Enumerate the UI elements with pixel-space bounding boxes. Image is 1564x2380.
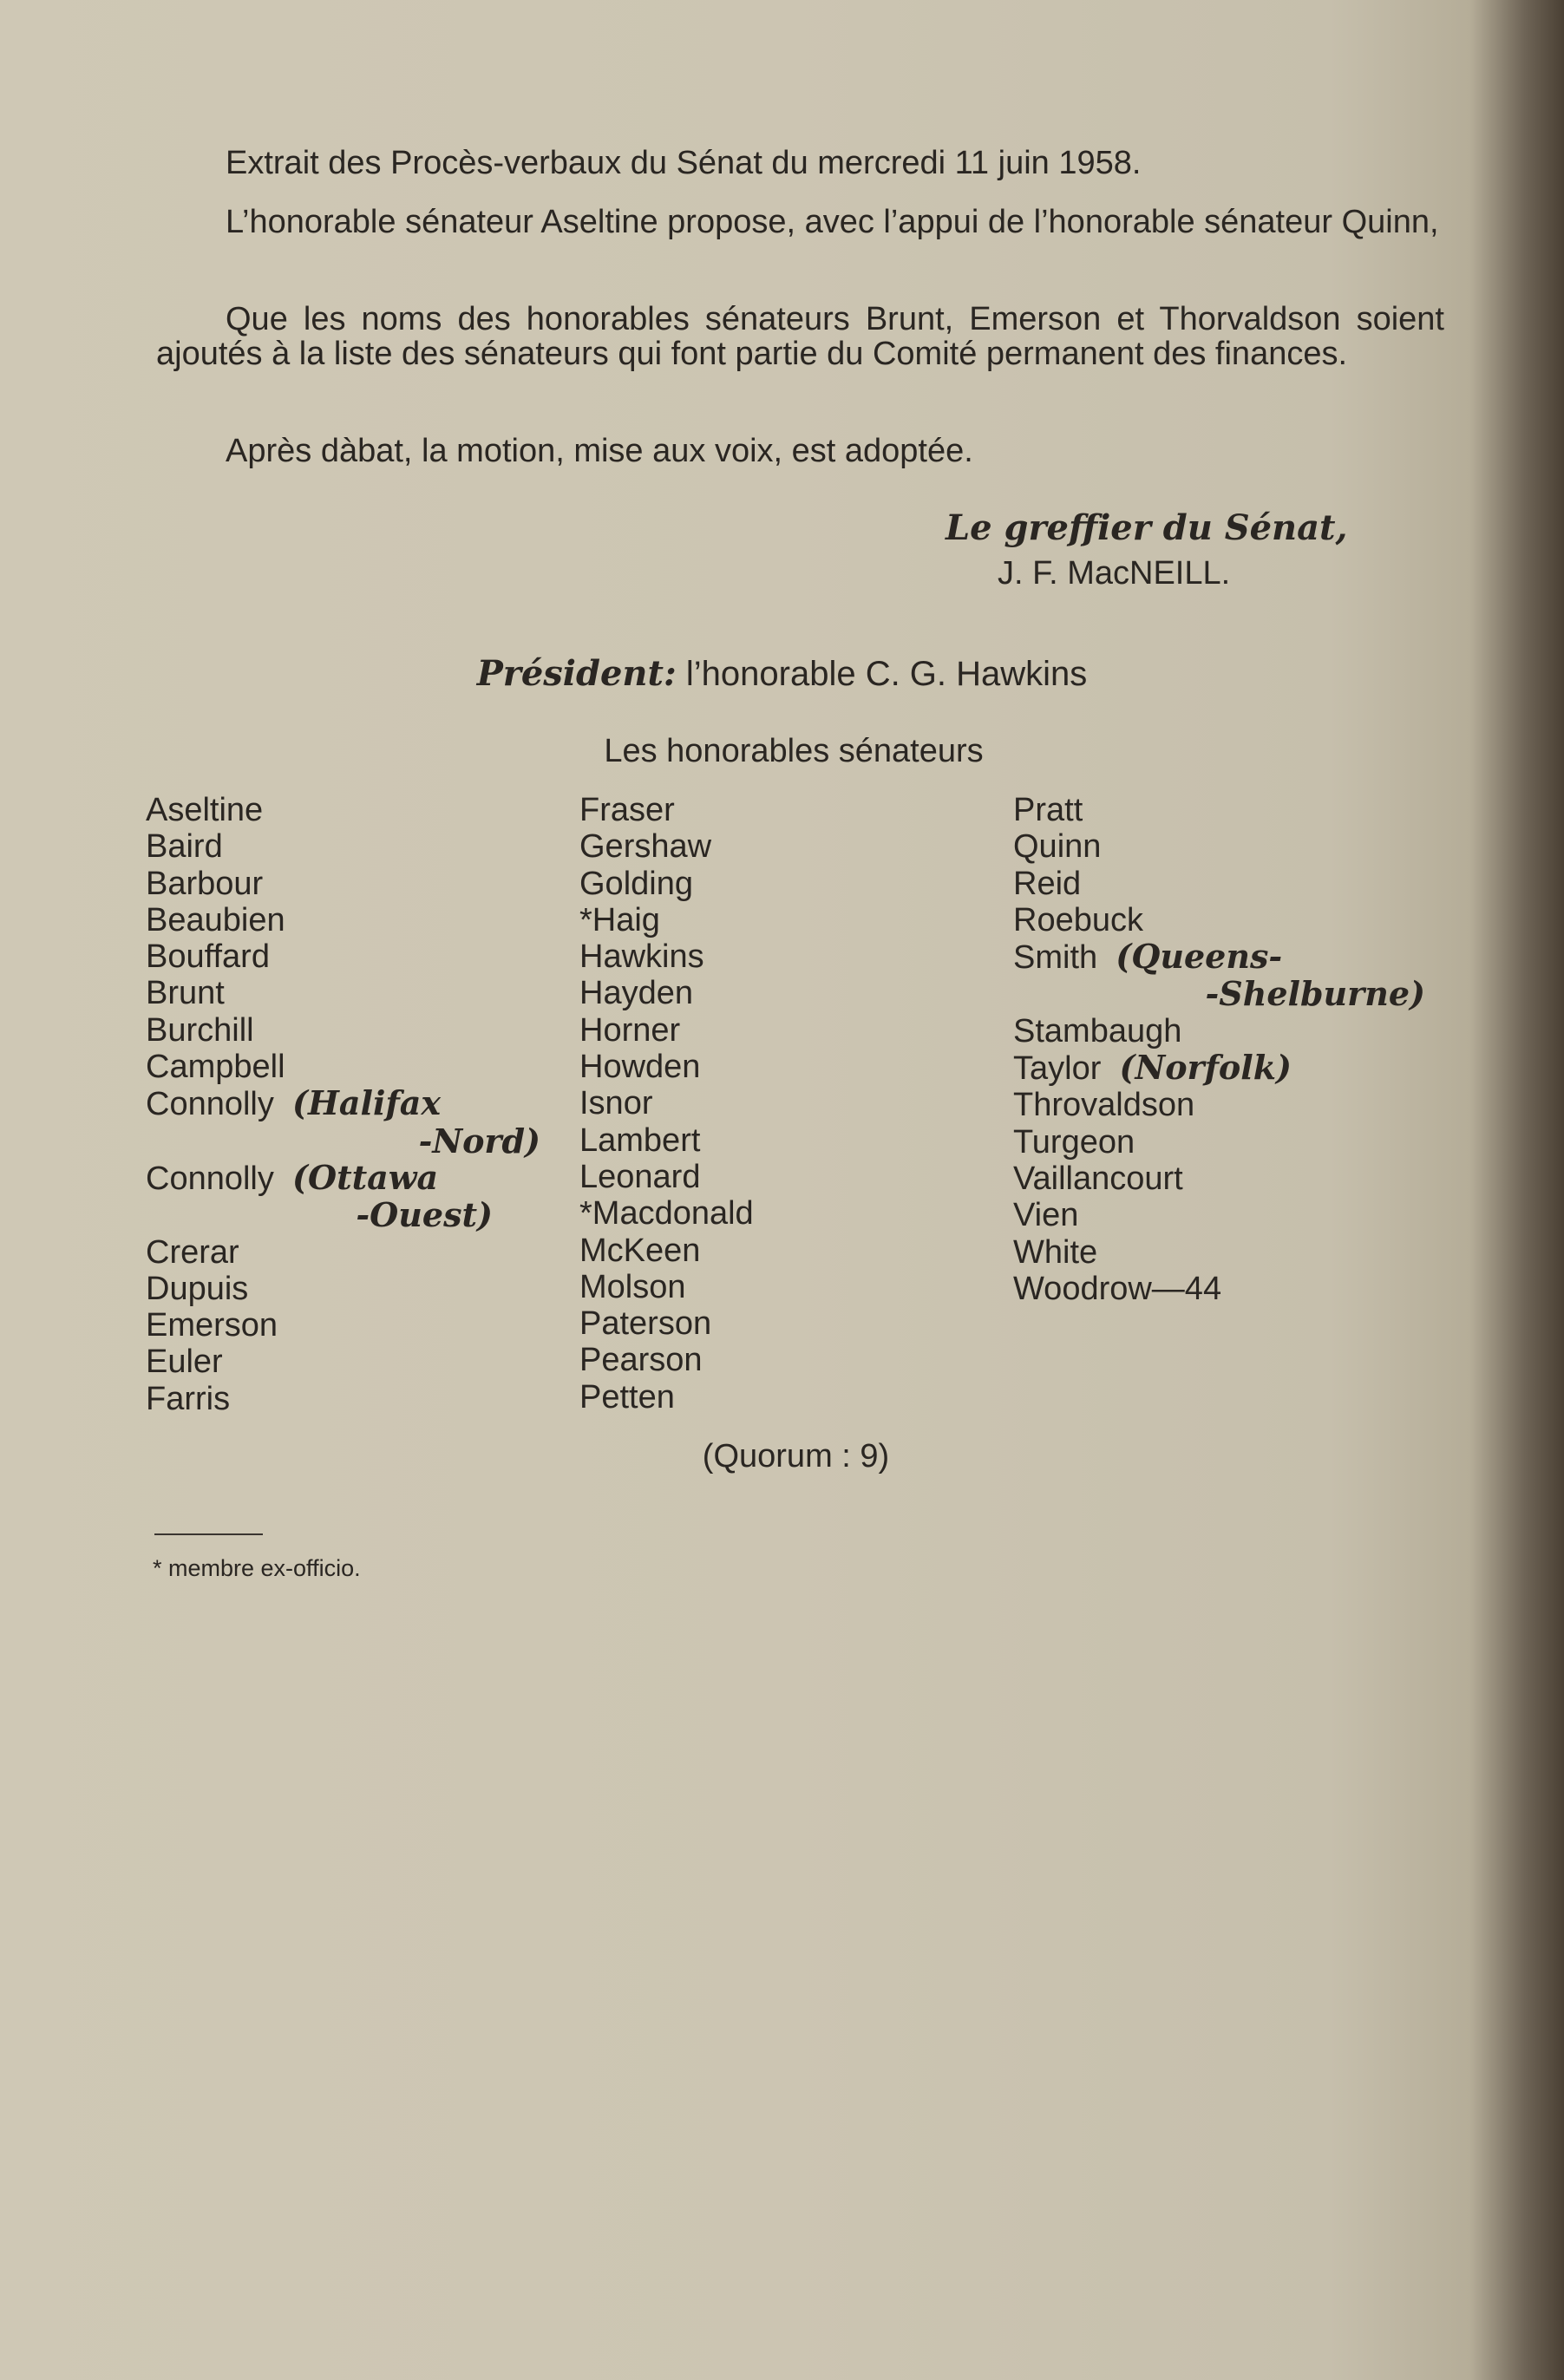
senator-entry (1013, 938, 1425, 976)
president-name: l’honorable C. G. Hawkins (685, 655, 1088, 693)
senator-name: Pratt (1013, 792, 1083, 828)
senator-entry (146, 1157, 540, 1197)
senator-name: Woodrow—44 (1013, 1270, 1222, 1307)
senator-district-continuation: -Shelburne) (1205, 974, 1425, 1014)
senator-name: Fraser (579, 792, 675, 828)
senator-name: Emerson (146, 1307, 278, 1344)
senator-name: Horner (579, 1011, 681, 1049)
senator-name: Turgeon (1013, 1123, 1135, 1161)
extract-paragraph: Extrait des Procès-verbaux du Sénat du mercredi 11 juin 1958. (226, 145, 1142, 181)
signature-title: Le greffier du Sénat, (946, 507, 1348, 548)
senator-name: White (1013, 1233, 1098, 1271)
senator-name: Burchill (146, 1011, 254, 1049)
senator-name: Smith (1013, 939, 1098, 977)
senator-name: *Macdonald (579, 1195, 754, 1232)
senator-name: Aseltine (146, 792, 264, 828)
senator-name: Baird (146, 828, 223, 866)
senator-name: Pearson (579, 1342, 703, 1379)
senator-district: (Halifax (292, 1083, 441, 1123)
senator-name: Connolly (146, 1086, 274, 1123)
senator-name: Reid (1013, 865, 1082, 902)
senator-name: McKeen (579, 1232, 701, 1269)
senator-entry (146, 1085, 540, 1122)
senator-district-continuation: -Nord) (418, 1121, 540, 1161)
senator-name: Hawkins (579, 938, 704, 976)
senator-name: Lambert (579, 1121, 701, 1159)
senators-column-3 (1013, 792, 1425, 1307)
senator-name: Molson (579, 1268, 686, 1305)
senator-name: Paterson (579, 1305, 712, 1343)
senator-name: Dupuis (146, 1270, 249, 1307)
senator-district-continuation: -Ouest) (356, 1195, 493, 1235)
senator-name: Bouffard (146, 938, 270, 976)
senator-name: Petten (579, 1378, 675, 1416)
motion-paragraph: L’honorable sénateur Aseltine propose, avec l’appui de l’honorable sénateur Quinn, (226, 204, 1439, 240)
senators-column-2 (579, 792, 754, 1416)
senator-name: Campbell (146, 1049, 285, 1086)
senator-entry (1013, 1049, 1425, 1087)
senator-name: Taylor (1013, 1050, 1102, 1088)
senator-name: Crerar (146, 1233, 239, 1271)
senator-name: Vien (1013, 1197, 1079, 1234)
members-heading: Les honorables sénateurs (604, 733, 984, 769)
senator-name: Throvaldson (1013, 1087, 1195, 1124)
senator-name: Brunt (146, 975, 225, 1012)
senator-name: Vaillancourt (1013, 1160, 1183, 1197)
senators-column-1 (146, 792, 540, 1417)
signature-name: J. F. MacNEILL. (998, 555, 1231, 592)
senator-name: Gershaw (579, 828, 712, 866)
adoption-paragraph: Après dàbat, la motion, mise aux voix, est adoptée. (226, 433, 973, 469)
senator-name: Howden (579, 1049, 701, 1086)
senator-name: Leonard (579, 1158, 701, 1195)
senator-district: (Ottawa (292, 1157, 439, 1197)
senator-name: Quinn (1013, 828, 1102, 866)
senator-district: (Queens- (1116, 937, 1283, 977)
resolution-paragraph: Que les noms des honorables sénateurs Brunt, Emerson et Thorvaldson soient ajoutés à la liste des sénateurs qui font partie du Comité permanent des finances. (156, 301, 1444, 372)
senator-district: (Norfolk) (1119, 1048, 1292, 1088)
quorum-note: (Quorum : 9) (702, 1438, 890, 1474)
senator-name: Hayden (579, 975, 693, 1012)
senator-name: Isnor (579, 1085, 653, 1122)
senator-name: Golding (579, 865, 693, 902)
senator-name: Beaubien (146, 901, 285, 938)
senator-name: Barbour (146, 865, 264, 902)
senator-name: Stambaugh (1013, 1012, 1182, 1049)
footnote: * membre ex-officio. (153, 1555, 361, 1581)
footnote-divider (154, 1533, 263, 1535)
senator-name: Euler (146, 1344, 223, 1381)
senator-name: *Haig (579, 901, 660, 938)
president-line (0, 653, 1564, 694)
senator-name: Connolly (146, 1160, 274, 1197)
senator-name: Roebuck (1013, 901, 1143, 938)
senator-name: Farris (146, 1380, 231, 1417)
president-label: Président: (476, 653, 677, 694)
